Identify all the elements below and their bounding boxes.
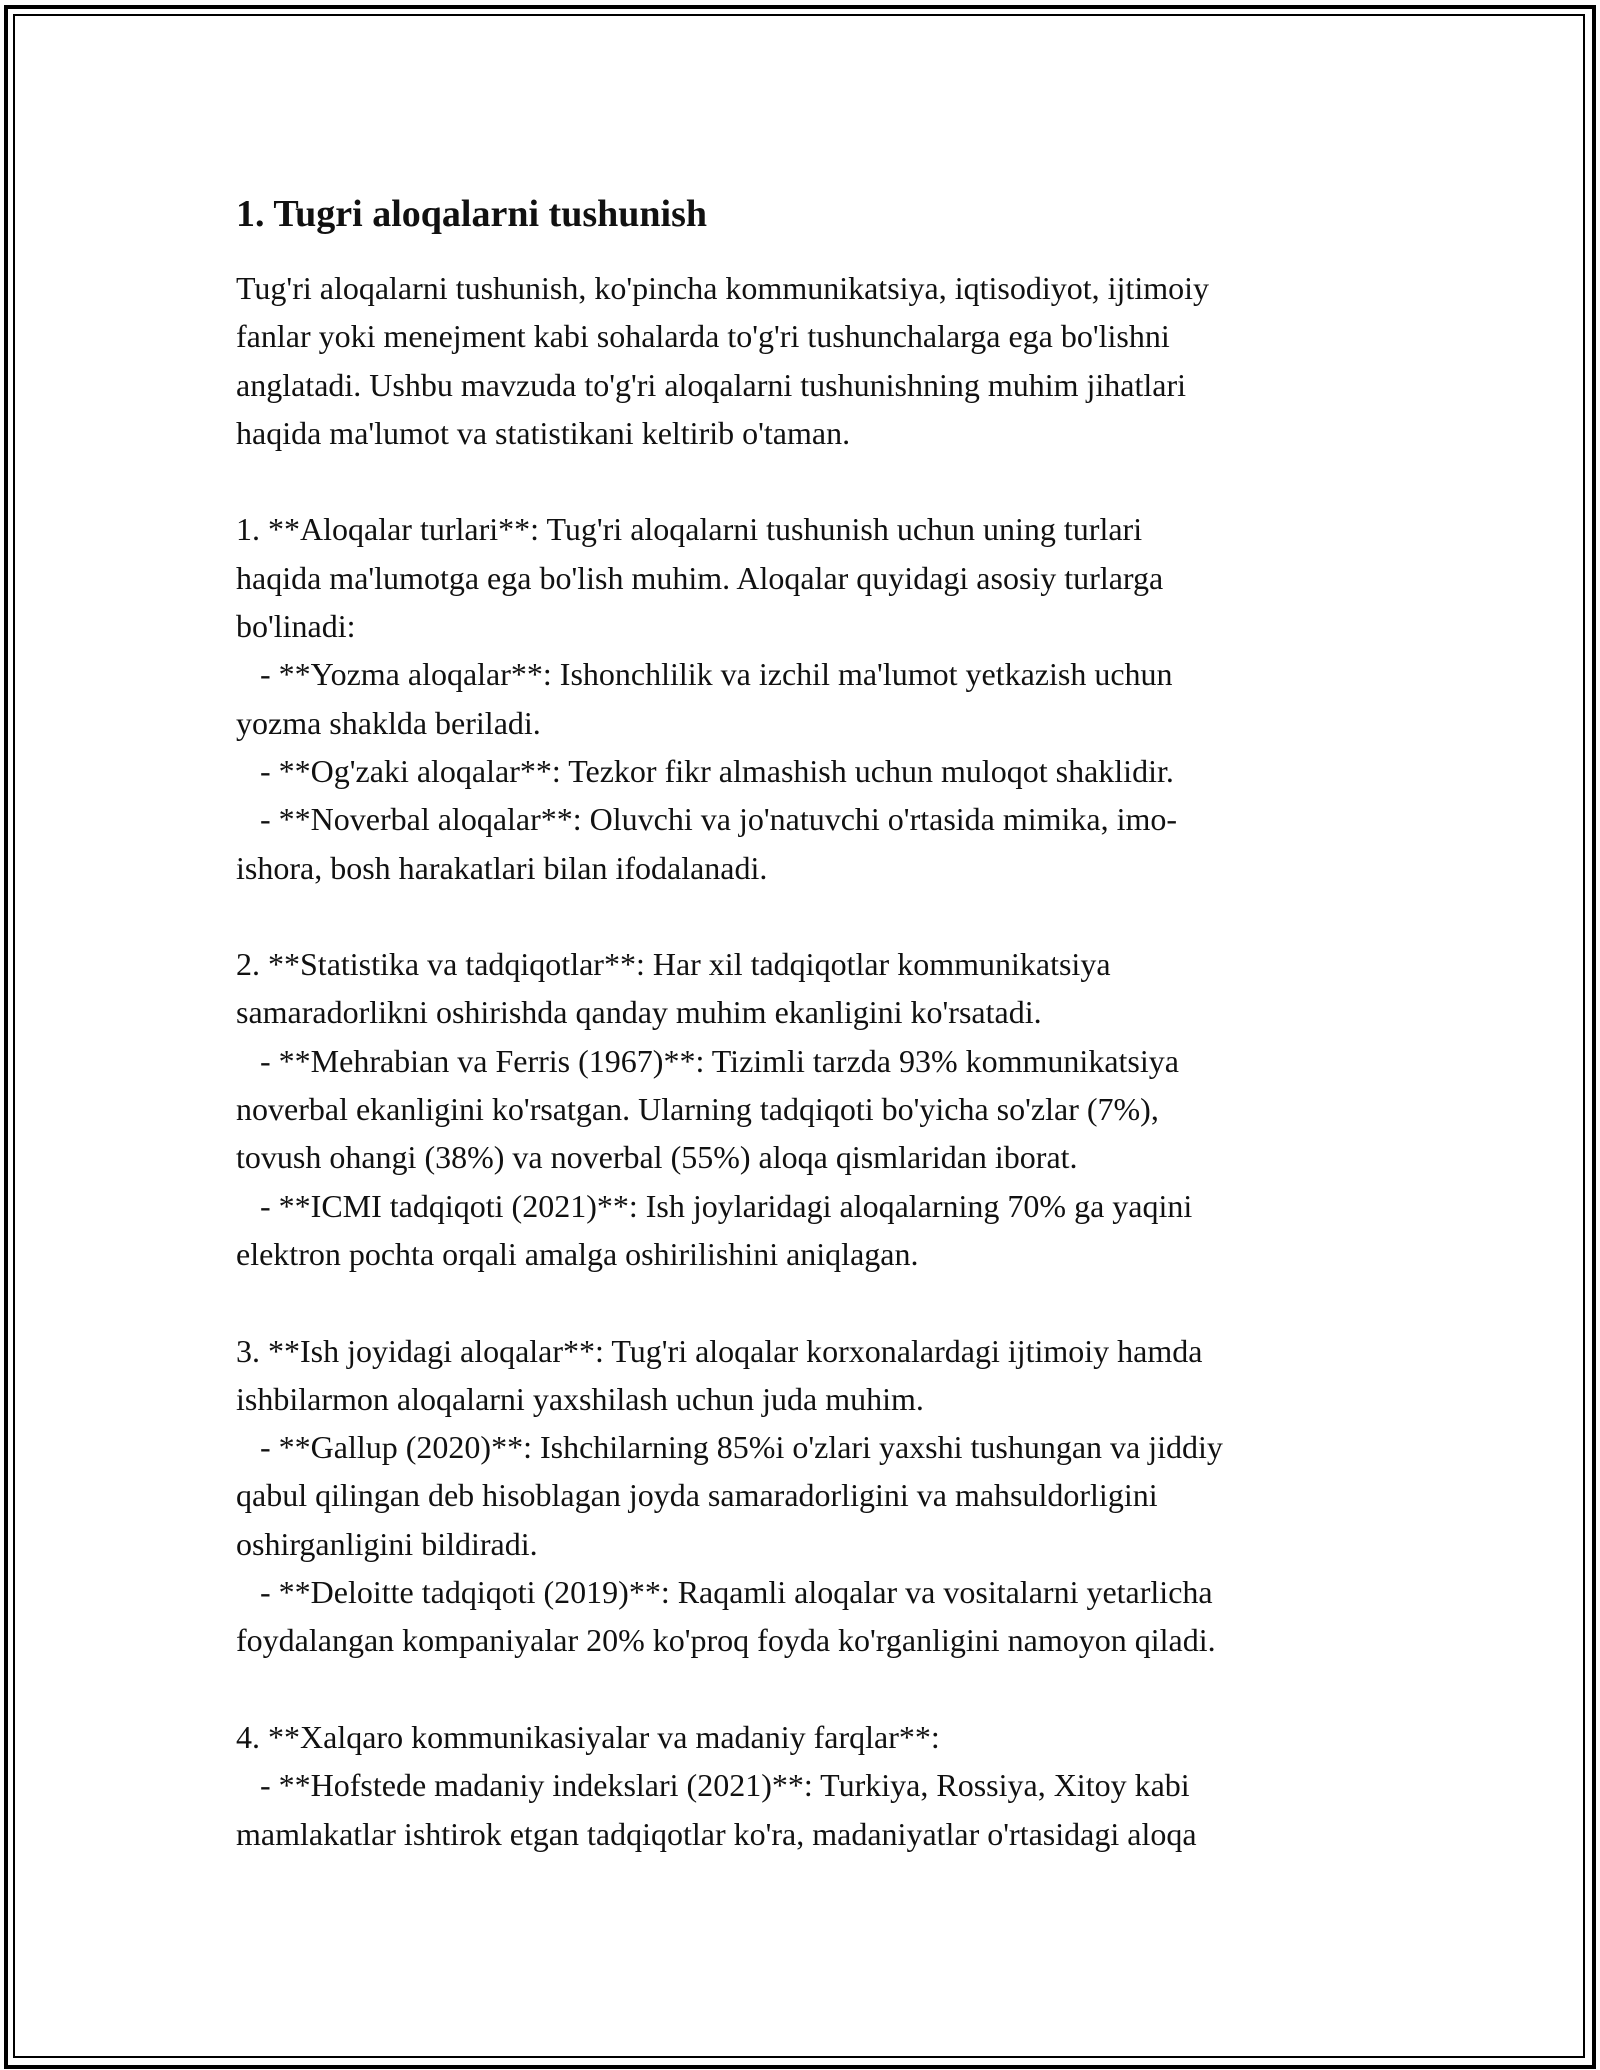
document-page <box>236 188 1376 1858</box>
document-body-text: Tug'ri aloqalarni tushunish, ko'pincha kommunikatsiya, iqtisodiyot, ijtimoiy fanlar yoki menejment kabi sohalarda to'g'ri tushunchalarga ega bo'lishni anglatadi. Ushbu mavzuda to'g'ri aloqalarni tushunishning muhim jihatlari haqida ma'lumot va statistikani keltirib o'taman. 1. **Aloqalar turlari**: Tug'ri aloqalarni tushunish uchun uning turlari haqida ma'lumotga ega bo'lish muhim. Aloqalar quyidagi asosiy turlarga bo'linadi: - **Yozma aloqalar**: Ishonchlilik va izchil ma'lumot yetkazish uchun yozma shaklda beriladi. - **Og'zaki aloqalar**: Tezkor fikr almashish uchun muloqot shaklidir. - **Noverbal aloqalar**: Oluvchi va jo'natuvchi o'rtasida mimika, imo- ishora, bosh harakatlari bilan ifodalanadi. 2. **Statistika va tadqiqotlar**: Har xil tadqiqotlar kommunikatsiya samaradorlikni oshirishda qanday muhim ekanligini ko'rsatadi. - **Mehrabian va Ferris (1967)**: Tizimli tarzda 93% kommunikatsiya noverbal ekanligini ko'rsatgan. Ularning tadqiqoti bo'yicha so'zlar (7%), tovush ohangi (38%) va noverbal (55%) aloqa qismlaridan iborat. - **ICMI tadqiqoti (2021)**: Ish joylaridagi aloqalarning 70% ga yaqini elektron pochta orqali amalga oshirilishini aniqlagan. 3. **Ish joyidagi aloqalar**: Tug'ri aloqalar korxonalardagi ijtimoiy hamda ishbilarmon aloqalarni yaxshilash uchun juda muhim. - **Gallup (2020)**: Ishchilarning 85%i o'zlari yaxshi tushungan va jiddiy qabul qilingan deb hisoblagan joyda samaradorligini va mahsuldorligini oshirganligini bildiradi. - **Deloitte tadqiqoti (2019)**: Raqamli aloqalar va vositalarni yetarlicha foydalangan kompaniyalar 20% ko'proq foyda ko'rganligini namoyon qiladi. 4. **Xalqaro kommunikasiyalar va madaniy farqlar**: - **Hofstede madaniy indekslari (2021)**: Turkiya, Rossiya, Xitoy kabi mamlakatlar ishtirok etgan tadqiqotlar ko'ra, madaniyatlar o'rtasidagi aloqa <box>236 270 1223 1852</box>
document-title: 1. Tugri aloqalarni tushunish <box>236 193 707 235</box>
